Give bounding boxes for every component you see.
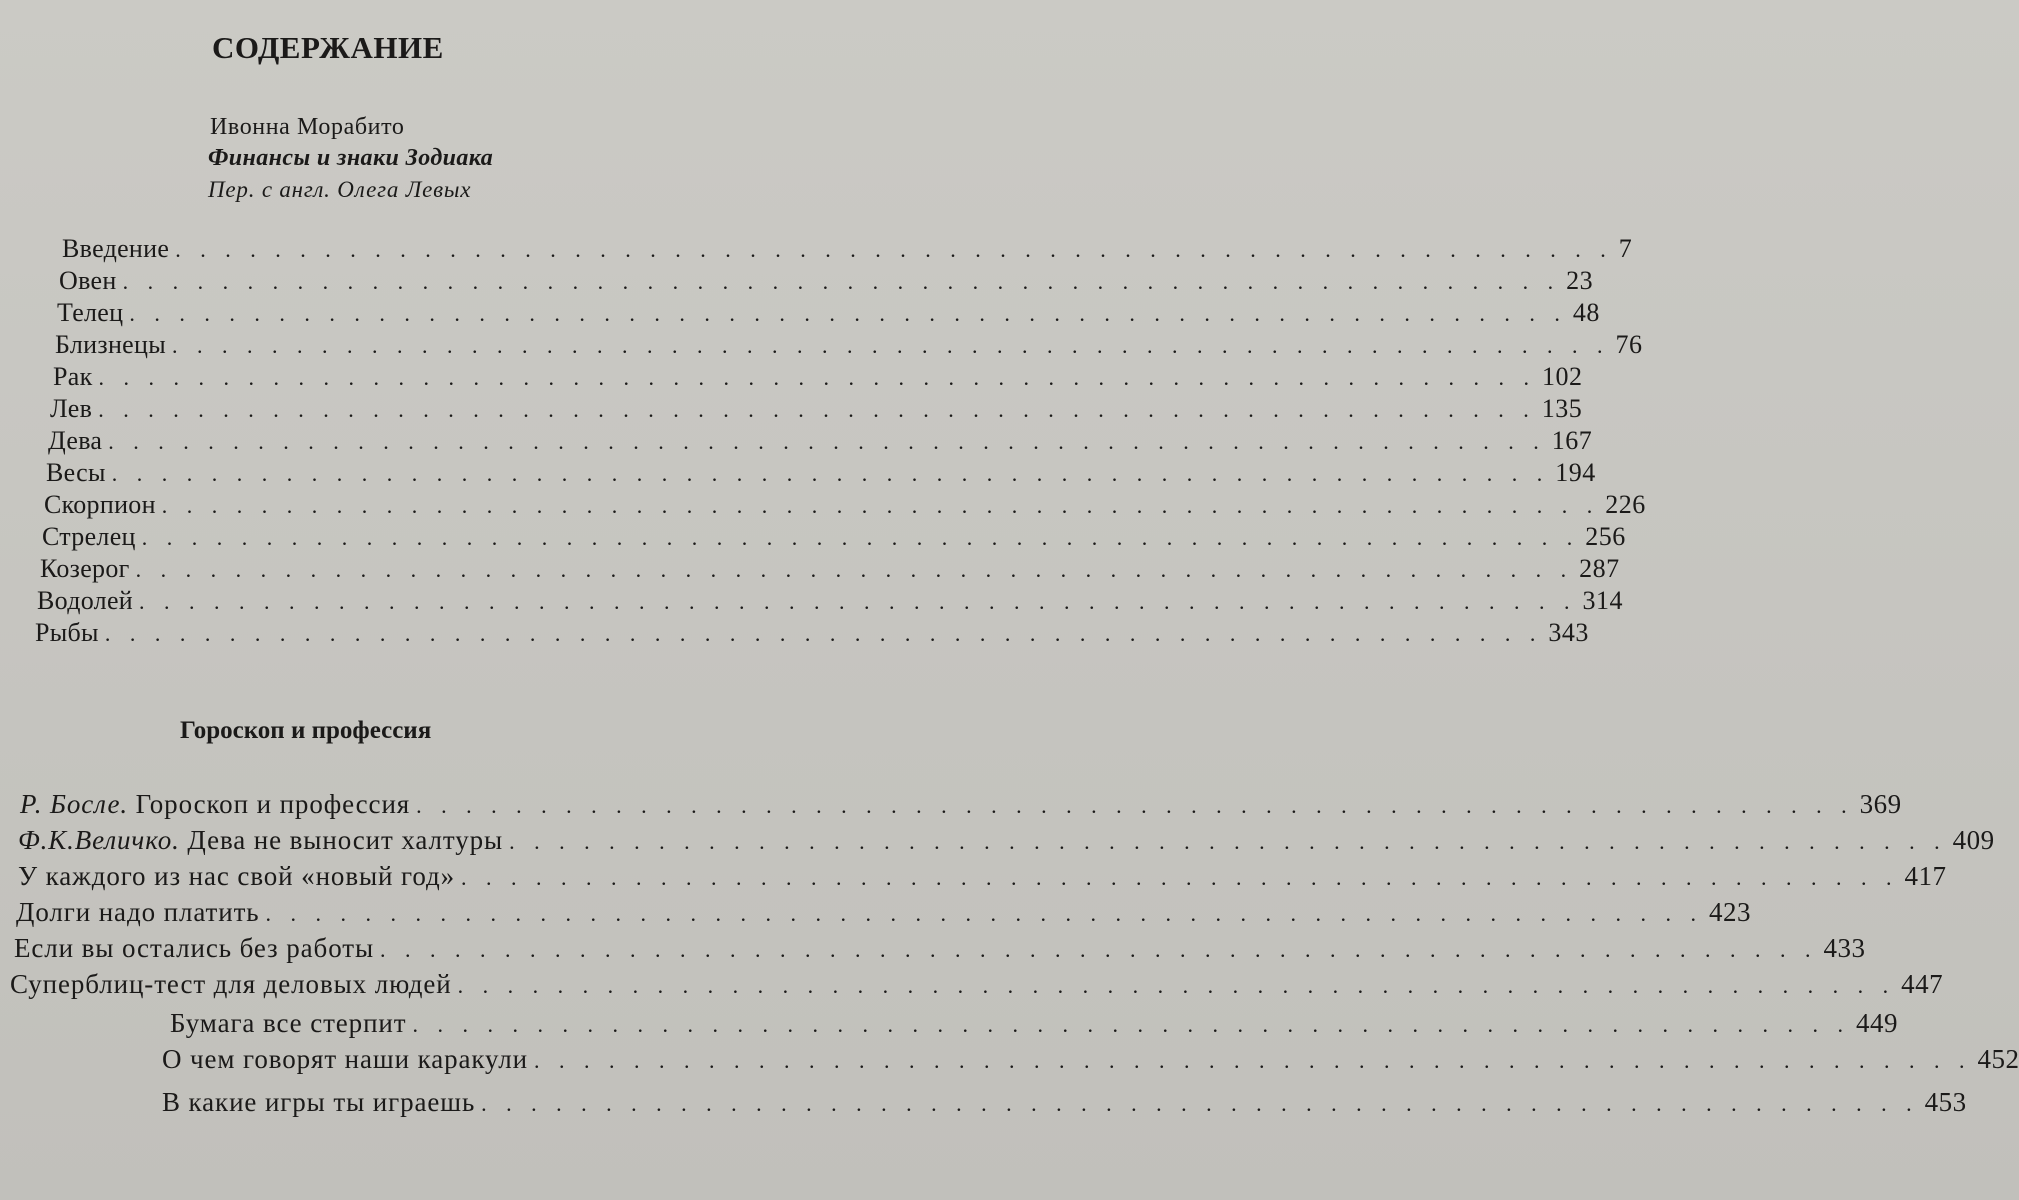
- book-author: Ивонна Морабито: [210, 114, 405, 140]
- toc-entry-title: Рак: [53, 362, 93, 391]
- toc-entry-page: 409: [1952, 825, 1995, 855]
- toc-row: [42, 522, 1626, 552]
- leader-dots: . . . . . . . . . . . . . . . . . . . . . . . . . . . . . . . . . . . . . . . . . . . . . . . . . . . . . . . . . .: [122, 269, 1561, 294]
- leader-dots: . . . . . . . . . . . . . . . . . . . . . . . . . . . . . . . . . . . . . . . . . . . . . . . . . . . . . . . . . .: [379, 937, 1818, 962]
- toc-entry-title: Скорпион: [44, 490, 156, 519]
- toc-entry-page: 194: [1555, 458, 1596, 487]
- toc-entry-page: 102: [1542, 362, 1583, 391]
- toc-row: [162, 1044, 2019, 1075]
- toc-row: [18, 861, 1947, 892]
- section-heading: Гороскоп и профессия: [180, 717, 432, 744]
- book-title: Финансы и знаки Зодиака: [208, 145, 494, 171]
- toc-entry-title: Дева: [48, 426, 103, 455]
- toc-entry-title: Суперблиц-тест для деловых людей: [10, 969, 452, 999]
- toc-entry-page: 7: [1618, 234, 1633, 263]
- toc-row: [44, 490, 1646, 520]
- toc-row: [46, 458, 1596, 488]
- toc-entry-page: 256: [1585, 522, 1626, 551]
- translator-note: Пер. с англ. Олега Левых: [208, 177, 472, 202]
- leader-dots: . . . . . . . . . . . . . . . . . . . . . . . . . . . . . . . . . . . . . . . . . . . . . . . . . . . . . . . . . .: [111, 461, 1550, 486]
- toc-entry-page: 167: [1551, 426, 1593, 455]
- leader-dots: . . . . . . . . . . . . . . . . . . . . . . . . . . . . . . . . . . . . . . . . . . . . . . . . . . . . . . . . . .: [139, 589, 1577, 614]
- leader-dots: . . . . . . . . . . . . . . . . . . . . . . . . . . . . . . . . . . . . . . . . . . . . . . . . . . . . . . . . . .: [416, 793, 1854, 818]
- toc-entry-page: 287: [1579, 554, 1620, 583]
- leader-dots: . . . . . . . . . . . . . . . . . . . . . . . . . . . . . . . . . . . . . . . . . . . . . . . . . . . . . . . . . .: [412, 1012, 1850, 1037]
- toc-entry-author: Р. Босле.: [20, 789, 128, 819]
- page-heading: СОДЕРЖАНИЕ: [212, 30, 444, 65]
- leader-dots: . . . . . . . . . . . . . . . . . . . . . . . . . . . . . . . . . . . . . . . . . . . . . . . . . . . . . . . . . .: [108, 429, 1546, 454]
- toc-entry-title: В какие игры ты играешь: [162, 1087, 476, 1117]
- leader-dots: . . . . . . . . . . . . . . . . . . . . . . . . . . . . . . . . . . . . . . . . . . . . . . . . . . . . . . . . . .: [265, 901, 1703, 926]
- toc-entry-title: О чем говорят наши каракули: [162, 1044, 528, 1074]
- leader-dots: . . . . . . . . . . . . . . . . . . . . . . . . . . . . . . . . . . . . . . . . . . . . . . . . . . . . . . . . . .: [171, 333, 1610, 358]
- toc-entry-title: Введение: [62, 234, 170, 263]
- toc-entry-title: Рыбы: [35, 618, 99, 647]
- toc-row: [62, 234, 1633, 264]
- toc-row: [53, 362, 1583, 392]
- toc-row: [10, 969, 1944, 1000]
- toc-entry-text: Гороскоп и профессия: [135, 789, 411, 819]
- toc-row: [55, 330, 1643, 360]
- leader-dots: . . . . . . . . . . . . . . . . . . . . . . . . . . . . . . . . . . . . . . . . . . . . . . . . . . . . . . . . . .: [533, 1048, 1972, 1073]
- toc-entry-page: 447: [1901, 969, 1944, 999]
- leader-dots: . . . . . . . . . . . . . . . . . . . . . . . . . . . . . . . . . . . . . . . . . . . . . . . . . . . . . . . . . .: [104, 621, 1543, 646]
- toc-entry-title: Близнецы: [55, 330, 166, 359]
- toc-entry-title: [20, 789, 410, 820]
- toc-entry-title: Бумага все стерпит: [170, 1008, 407, 1038]
- leader-dots: . . . . . . . . . . . . . . . . . . . . . . . . . . . . . . . . . . . . . . . . . . . . . . . . . . . . . . . . . .: [98, 397, 1536, 422]
- leader-dots: . . . . . . . . . . . . . . . . . . . . . . . . . . . . . . . . . . . . . . . . . . . . . . . . . . . . . . . . . .: [141, 525, 1580, 550]
- toc-row: [37, 586, 1624, 616]
- toc-entry-page: 343: [1548, 618, 1589, 647]
- toc-row: [162, 1087, 1967, 1118]
- toc-entry-title: У каждого из нас свой «новый год»: [18, 861, 455, 891]
- toc-entry-title: Овен: [59, 266, 117, 295]
- toc-entry-title: Лев: [50, 394, 93, 423]
- toc-entry-title: Весы: [46, 458, 106, 487]
- toc-row: [16, 897, 1751, 928]
- toc-entry-title: [18, 825, 503, 856]
- leader-dots: . . . . . . . . . . . . . . . . . . . . . . . . . . . . . . . . . . . . . . . . . . . . . . . . . . . . . . . . . .: [457, 973, 1896, 998]
- toc-row: [35, 618, 1589, 648]
- leader-dots: . . . . . . . . . . . . . . . . . . . . . . . . . . . . . . . . . . . . . . . . . . . . . . . . . . . . . . . . . .: [161, 493, 1600, 518]
- leader-dots: . . . . . . . . . . . . . . . . . . . . . . . . . . . . . . . . . . . . . . . . . . . . . . . . . . . . . . . . . .: [481, 1091, 1919, 1116]
- toc-entry-page: 48: [1572, 298, 1600, 327]
- toc-entry-page: 314: [1582, 586, 1624, 615]
- leader-dots: . . . . . . . . . . . . . . . . . . . . . . . . . . . . . . . . . . . . . . . . . . . . . . . . . . . . . . . . . .: [175, 237, 1613, 262]
- toc-entry-title: Водолей: [37, 586, 134, 615]
- toc-entry-page: 76: [1615, 330, 1643, 359]
- leader-dots: . . . . . . . . . . . . . . . . . . . . . . . . . . . . . . . . . . . . . . . . . . . . . . . . . . . . . . . . . .: [98, 365, 1537, 390]
- toc-entry-page: 453: [1924, 1087, 1967, 1117]
- toc-entry-page: 433: [1823, 933, 1866, 963]
- leader-dots: . . . . . . . . . . . . . . . . . . . . . . . . . . . . . . . . . . . . . . . . . . . . . . . . . . . . . . . . . .: [460, 865, 1899, 890]
- toc-entry-page: 369: [1859, 789, 1902, 819]
- toc-entry-page: 23: [1566, 266, 1594, 295]
- toc-row: [170, 1008, 1898, 1039]
- toc-entry-page: 417: [1904, 861, 1947, 891]
- toc-entry-page: 449: [1855, 1008, 1898, 1038]
- toc-row: [14, 933, 1866, 964]
- toc-entry-title: Долги надо платить: [16, 897, 260, 927]
- toc-entry-page: 226: [1605, 490, 1646, 519]
- toc-entry-page: 452: [1977, 1044, 2019, 1074]
- toc-entry-text: Дева не выносит халтуры: [187, 825, 504, 855]
- toc-entry-title: Если вы остались без работы: [14, 933, 374, 963]
- leader-dots: . . . . . . . . . . . . . . . . . . . . . . . . . . . . . . . . . . . . . . . . . . . . . . . . . . . . . . . . . .: [135, 557, 1574, 582]
- toc-row: [59, 266, 1594, 296]
- toc-entry-title: Стрелец: [42, 522, 136, 551]
- toc-entry-title: Козерог: [40, 554, 130, 583]
- toc-entry-title: Телец: [57, 298, 124, 327]
- toc-row: [18, 825, 1995, 856]
- toc-entry-page: 423: [1709, 897, 1751, 927]
- toc-row: [48, 426, 1593, 456]
- leader-dots: . . . . . . . . . . . . . . . . . . . . . . . . . . . . . . . . . . . . . . . . . . . . . . . . . . . . . . . . . .: [129, 301, 1567, 326]
- toc-row: [50, 394, 1583, 424]
- toc-row: [20, 789, 1902, 820]
- toc-entry-page: 135: [1541, 394, 1583, 423]
- toc-row: [40, 554, 1620, 584]
- toc-row: [57, 298, 1600, 328]
- leader-dots: . . . . . . . . . . . . . . . . . . . . . . . . . . . . . . . . . . . . . . . . . . . . . . . . . . . . . . . . . .: [509, 829, 1947, 854]
- toc-entry-author: Ф.К.Величко.: [18, 825, 180, 855]
